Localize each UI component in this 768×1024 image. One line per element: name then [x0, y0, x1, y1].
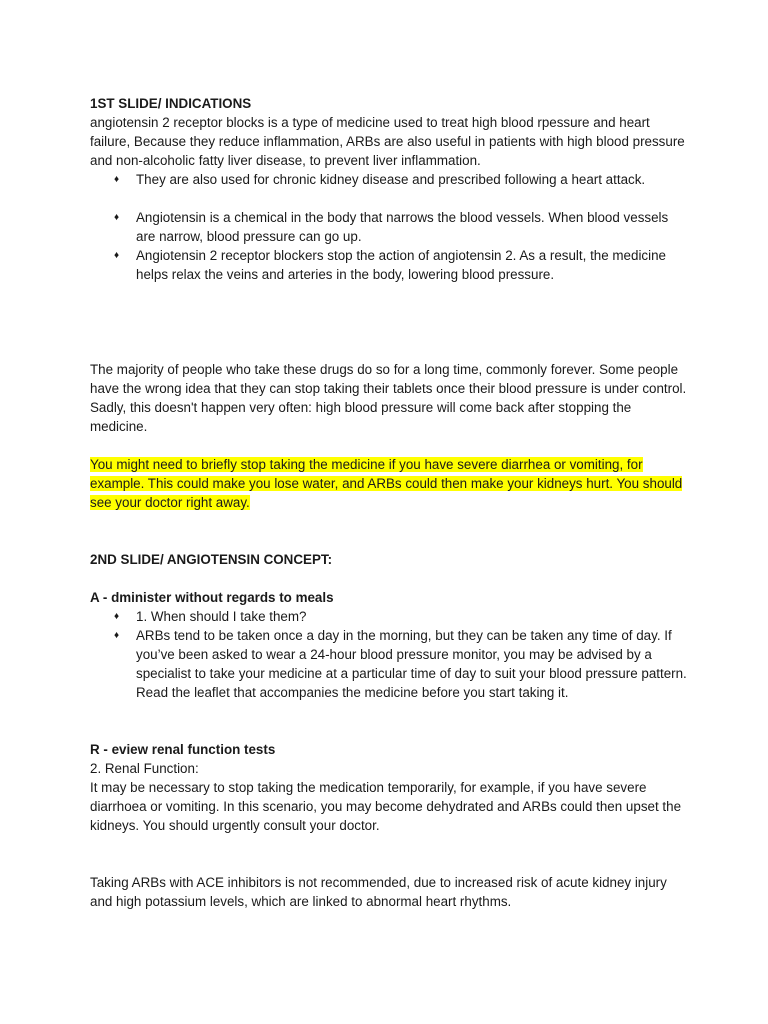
list-item — [114, 607, 690, 626]
document-page — [90, 94, 690, 911]
bullet-text: ARBs tend to be taken once a day in the morning, but they can be taken any time of day. If you’ve been asked to wear a 24-hour blood pressure monitor, you may be advised by a specialist to take your medicine at a particular time of day to suit your blood pressure pattern. Read the leaflet that accompanies the medicine before you start taking it. — [136, 628, 687, 700]
list-item — [114, 208, 690, 246]
ace-inhibitor-warning: Taking ARBs with ACE inhibitors is not recommended, due to increased risk of acute kidney injury and high potassium levels, which are linked to abnormal heart rhythms. — [90, 875, 667, 909]
highlighted-warning-paragraph — [90, 455, 690, 512]
highlighted-text: You might need to briefly stop taking the medicine if you have severe diarrhea or vomiting, for example. This could make you lose water, and ARBs could then make your kidneys hurt. You should see your doctor right away. — [90, 457, 683, 510]
diamond-bullet-icon: ♦ — [114, 212, 120, 223]
section-1-intro: angiotensin 2 receptor blocks is a type of medicine used to treat high blood rpessure and heart failure, Because they reduce inflammation, ARBs are also useful in patients with high blood pressure and non-alcoholic fatty liver disease, to prevent liver inflammation. — [90, 115, 685, 168]
list-item — [114, 246, 690, 284]
list-item — [114, 170, 690, 189]
section-1-bullet-list — [90, 170, 690, 189]
subsection-a-heading: A - dminister without regards to meals — [90, 590, 334, 605]
bullet-text: 1. When should I take them? — [136, 609, 307, 624]
subsection-r-heading: R - eview renal function tests — [90, 742, 276, 757]
section-1-bullet-list-2 — [90, 208, 690, 284]
bullet-text: Angiotensin 2 receptor blockers stop the action of angiotensin 2. As a result, the medicine helps relax the veins and arteries in the body, lowering blood pressure. — [136, 248, 666, 282]
diamond-bullet-icon: ♦ — [114, 174, 120, 185]
long-term-use-paragraph: The majority of people who take these drugs do so for a long time, commonly forever. Some people have the wrong idea that they can stop taking their tablets once their blood pressure is under control. Sadly, this doesn't happen very often: high blood pressure will come back after stopping the medicine. — [90, 362, 687, 434]
section-2-heading: 2ND SLIDE/ ANGIOTENSIN CONCEPT: — [90, 552, 333, 567]
bullet-text: Angiotensin is a chemical in the body that narrows the blood vessels. When blood vessels are narrow, blood pressure can go up. — [136, 210, 669, 244]
section-1-heading: 1ST SLIDE/ INDICATIONS — [90, 96, 252, 111]
diamond-bullet-icon: ♦ — [114, 250, 120, 261]
list-item — [114, 626, 690, 702]
subsection-a-bullet-list — [90, 607, 690, 702]
diamond-bullet-icon: ♦ — [114, 630, 120, 641]
diamond-bullet-icon: ♦ — [114, 611, 120, 622]
bullet-text: They are also used for chronic kidney disease and prescribed following a heart attack. — [136, 172, 646, 187]
renal-function-text: It may be necessary to stop taking the medication temporarily, for example, if you have severe diarrhoea or vomiting. In this scenario, you may become dehydrated and ARBs could then upset the kidneys. You should urgently consult your doctor. — [90, 780, 682, 833]
renal-function-title: 2. Renal Function: — [90, 761, 199, 776]
